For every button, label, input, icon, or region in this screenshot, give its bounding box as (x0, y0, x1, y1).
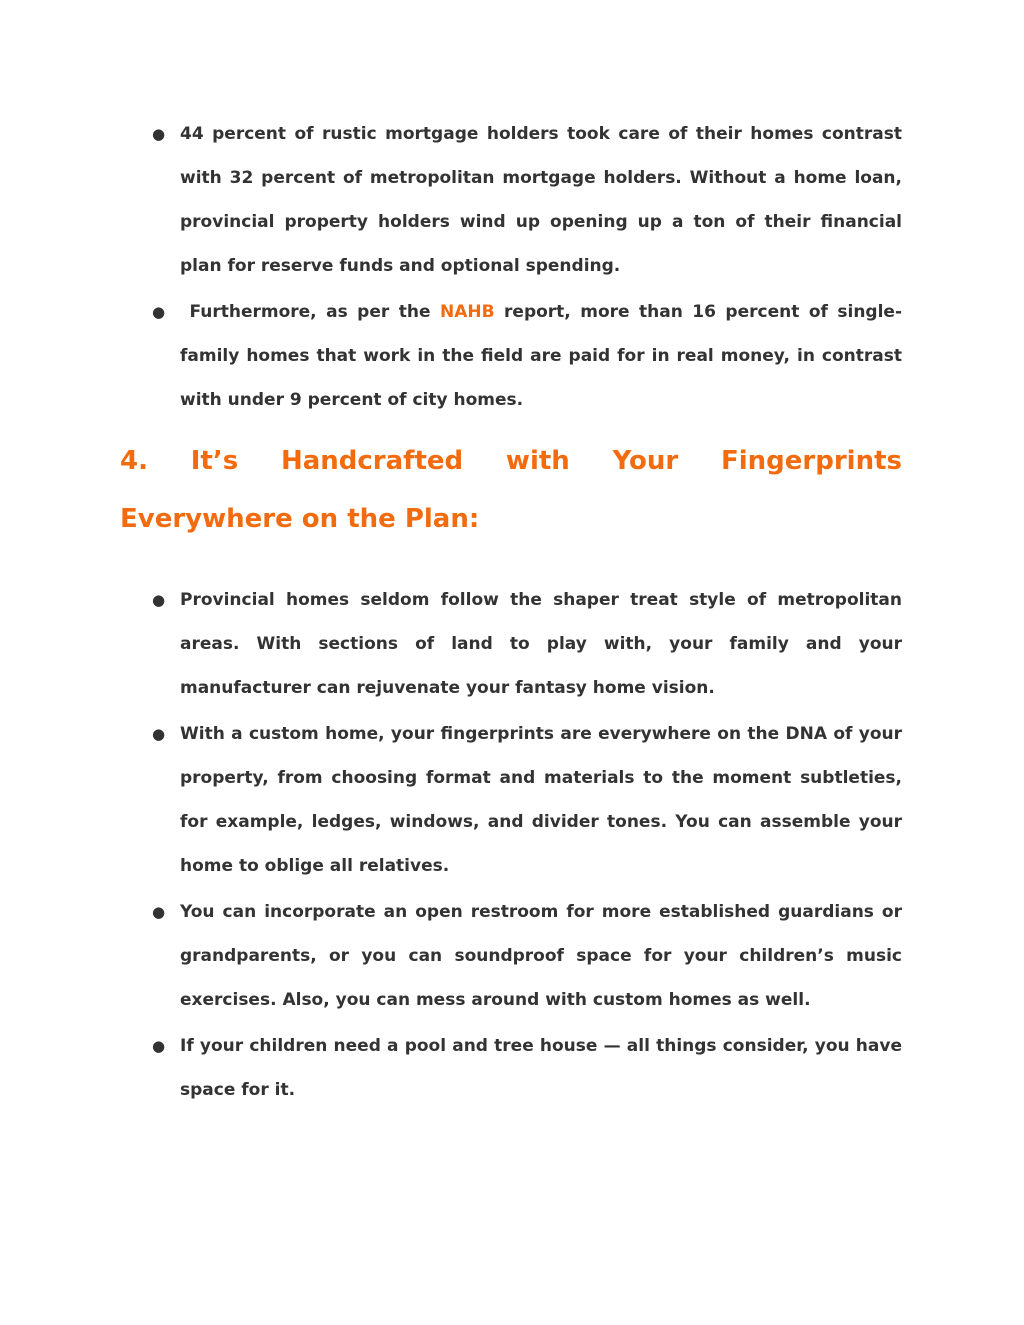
bullet-list-top (150, 112, 902, 424)
bullet-icon: ● (152, 725, 166, 743)
nahb-link[interactable]: NAHB (439, 302, 495, 322)
section-heading: 4. It’s Handcrafted with Your Fingerprints Everywhere on the Plan: (120, 446, 902, 534)
list-item (150, 1024, 902, 1112)
list-item-text: If your children need a pool and tree house — all things consider, you have space for it. (180, 1036, 902, 1100)
bullet-icon: ● (152, 591, 166, 609)
list-item-text: With a custom home, your fingerprints are everywhere on the DNA of your property, from choosing format and materials to the moment subtleties, for example, ledges, windows, and divider tones. You can assemble your home to oblige all relatives. (180, 724, 902, 876)
list-item-text: 44 percent of rustic mortgage holders took care of their homes contrast with 32 percent of metropolitan mortgage holders. Without a home loan, provincial property holders wind up opening up a ton of their financial plan for reserve funds and optional spending. (180, 124, 902, 276)
bullet-list-bottom (150, 578, 902, 1114)
list-item-text: Provincial homes seldom follow the shaper treat style of metropolitan areas. With sections of land to play with, your family and your manufacturer can rejuvenate your fantasy home vision. (180, 590, 902, 698)
list-item-text-before-link: Furthermore, as per the (180, 302, 440, 322)
list-item-text: You can incorporate an open restroom for more established guardians or grandparents, or you can soundproof space for your children’s music exercises. Also, you can mess around with custom homes as well. (180, 902, 902, 1010)
bullet-icon: ● (152, 125, 166, 143)
list-item (150, 578, 902, 710)
list-item (150, 712, 902, 888)
bullet-icon: ● (152, 903, 166, 921)
bullet-icon: ● (152, 1037, 166, 1055)
list-item-text-after-link: report, more than 16 percent of single-family homes that work in the field are paid for in real money, in contrast with under 9 percent of city homes. (180, 302, 903, 410)
list-item (150, 112, 902, 288)
list-item (150, 890, 902, 1022)
bullet-icon: ● (152, 303, 166, 321)
list-item (150, 290, 902, 422)
